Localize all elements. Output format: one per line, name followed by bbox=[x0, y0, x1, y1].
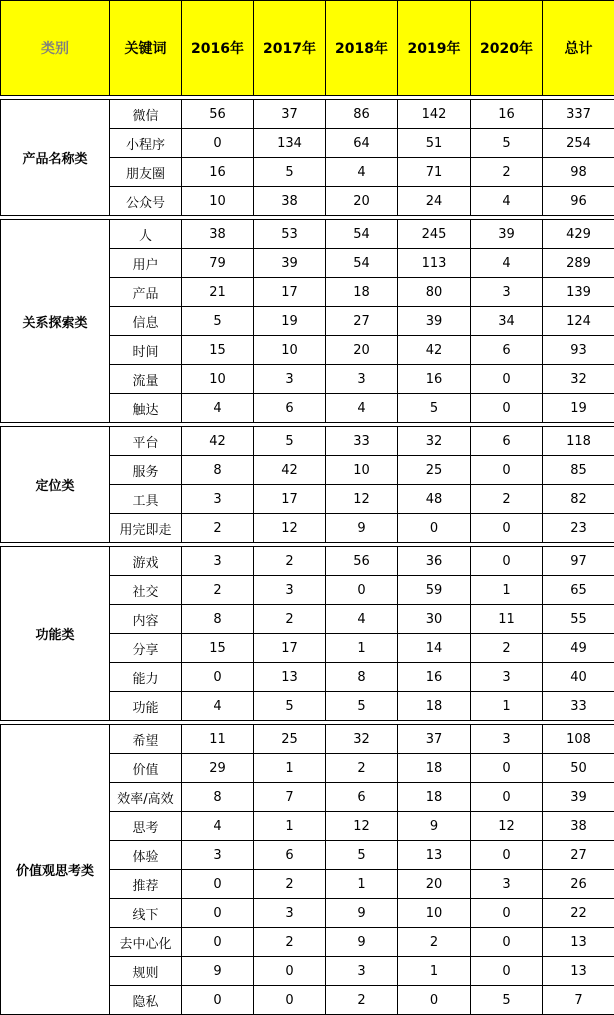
total-cell: 118 bbox=[543, 427, 614, 456]
keyword-cell: 游戏 bbox=[110, 547, 182, 576]
value-cell: 25 bbox=[398, 456, 471, 485]
value-cell: 1 bbox=[254, 754, 326, 783]
total-cell: 97 bbox=[543, 547, 614, 576]
keyword-cell: 效率/高效 bbox=[110, 783, 182, 812]
total-cell: 337 bbox=[543, 100, 614, 129]
value-cell: 0 bbox=[471, 547, 543, 576]
header-row bbox=[1, 1, 614, 96]
value-cell: 3 bbox=[471, 278, 543, 307]
value-cell: 0 bbox=[471, 514, 543, 543]
table-row bbox=[1, 547, 614, 576]
value-cell: 6 bbox=[471, 336, 543, 365]
total-cell: 85 bbox=[543, 456, 614, 485]
table-row bbox=[1, 220, 614, 249]
value-cell: 2 bbox=[182, 576, 254, 605]
value-cell: 5 bbox=[471, 129, 543, 158]
value-cell: 5 bbox=[254, 427, 326, 456]
keyword-cell: 产品 bbox=[110, 278, 182, 307]
value-cell: 9 bbox=[398, 812, 471, 841]
value-cell: 2 bbox=[326, 986, 398, 1015]
value-cell: 19 bbox=[254, 307, 326, 336]
value-cell: 1 bbox=[471, 576, 543, 605]
keyword-cell: 体验 bbox=[110, 841, 182, 870]
value-cell: 9 bbox=[326, 514, 398, 543]
total-cell: 7 bbox=[543, 986, 614, 1015]
keyword-cell: 去中心化 bbox=[110, 928, 182, 957]
value-cell: 0 bbox=[471, 957, 543, 986]
keyword-cell: 工具 bbox=[110, 485, 182, 514]
value-cell: 2 bbox=[471, 485, 543, 514]
value-cell: 56 bbox=[182, 100, 254, 129]
value-cell: 4 bbox=[182, 812, 254, 841]
value-cell: 0 bbox=[398, 514, 471, 543]
value-cell: 4 bbox=[326, 158, 398, 187]
total-cell: 13 bbox=[543, 928, 614, 957]
keyword-cell: 时间 bbox=[110, 336, 182, 365]
value-cell: 10 bbox=[398, 899, 471, 928]
value-cell: 11 bbox=[182, 725, 254, 754]
value-cell: 79 bbox=[182, 249, 254, 278]
value-cell: 0 bbox=[471, 841, 543, 870]
table-body bbox=[1, 1, 614, 1015]
value-cell: 71 bbox=[398, 158, 471, 187]
value-cell: 5 bbox=[326, 692, 398, 721]
category-cell: 功能类 bbox=[1, 547, 110, 721]
value-cell: 5 bbox=[398, 394, 471, 423]
value-cell: 9 bbox=[326, 928, 398, 957]
value-cell: 3 bbox=[182, 547, 254, 576]
value-cell: 2 bbox=[254, 870, 326, 899]
value-cell: 13 bbox=[398, 841, 471, 870]
value-cell: 4 bbox=[471, 249, 543, 278]
value-cell: 12 bbox=[471, 812, 543, 841]
value-cell: 2 bbox=[471, 634, 543, 663]
header-year-2016: 2016年 bbox=[182, 1, 254, 96]
value-cell: 5 bbox=[254, 692, 326, 721]
value-cell: 8 bbox=[182, 783, 254, 812]
value-cell: 1 bbox=[254, 812, 326, 841]
table-row bbox=[1, 725, 614, 754]
value-cell: 12 bbox=[326, 485, 398, 514]
value-cell: 12 bbox=[326, 812, 398, 841]
value-cell: 0 bbox=[471, 456, 543, 485]
value-cell: 7 bbox=[254, 783, 326, 812]
header-year-2019: 2019年 bbox=[398, 1, 471, 96]
total-cell: 33 bbox=[543, 692, 614, 721]
value-cell: 53 bbox=[254, 220, 326, 249]
keyword-cell: 朋友圈 bbox=[110, 158, 182, 187]
value-cell: 0 bbox=[182, 870, 254, 899]
value-cell: 10 bbox=[182, 365, 254, 394]
total-cell: 40 bbox=[543, 663, 614, 692]
header-year-2018: 2018年 bbox=[326, 1, 398, 96]
keyword-cell: 功能 bbox=[110, 692, 182, 721]
value-cell: 5 bbox=[326, 841, 398, 870]
keyword-cell: 公众号 bbox=[110, 187, 182, 216]
value-cell: 4 bbox=[182, 394, 254, 423]
value-cell: 10 bbox=[326, 456, 398, 485]
value-cell: 20 bbox=[326, 336, 398, 365]
keyword-cell: 触达 bbox=[110, 394, 182, 423]
keyword-cell: 流量 bbox=[110, 365, 182, 394]
value-cell: 16 bbox=[398, 365, 471, 394]
value-cell: 3 bbox=[471, 725, 543, 754]
keyword-cell: 规则 bbox=[110, 957, 182, 986]
total-cell: 50 bbox=[543, 754, 614, 783]
value-cell: 54 bbox=[326, 220, 398, 249]
value-cell: 39 bbox=[254, 249, 326, 278]
value-cell: 29 bbox=[182, 754, 254, 783]
value-cell: 3 bbox=[254, 899, 326, 928]
value-cell: 64 bbox=[326, 129, 398, 158]
value-cell: 0 bbox=[471, 394, 543, 423]
header-total: 总计 bbox=[543, 1, 614, 96]
value-cell: 5 bbox=[471, 986, 543, 1015]
value-cell: 27 bbox=[326, 307, 398, 336]
value-cell: 10 bbox=[254, 336, 326, 365]
value-cell: 42 bbox=[182, 427, 254, 456]
header-category: 类别 bbox=[1, 1, 110, 96]
value-cell: 16 bbox=[182, 158, 254, 187]
value-cell: 2 bbox=[326, 754, 398, 783]
total-cell: 98 bbox=[543, 158, 614, 187]
keyword-cell: 价值 bbox=[110, 754, 182, 783]
keyword-cell: 思考 bbox=[110, 812, 182, 841]
value-cell: 16 bbox=[398, 663, 471, 692]
keyword-cell: 推荐 bbox=[110, 870, 182, 899]
value-cell: 0 bbox=[398, 986, 471, 1015]
total-cell: 38 bbox=[543, 812, 614, 841]
total-cell: 39 bbox=[543, 783, 614, 812]
keyword-cell: 人 bbox=[110, 220, 182, 249]
keyword-cell: 分享 bbox=[110, 634, 182, 663]
value-cell: 0 bbox=[182, 928, 254, 957]
value-cell: 37 bbox=[254, 100, 326, 129]
value-cell: 0 bbox=[326, 576, 398, 605]
value-cell: 25 bbox=[254, 725, 326, 754]
value-cell: 0 bbox=[182, 663, 254, 692]
value-cell: 6 bbox=[326, 783, 398, 812]
category-cell: 产品名称类 bbox=[1, 100, 110, 216]
value-cell: 14 bbox=[398, 634, 471, 663]
value-cell: 24 bbox=[398, 187, 471, 216]
keyword-cell: 服务 bbox=[110, 456, 182, 485]
total-cell: 124 bbox=[543, 307, 614, 336]
value-cell: 1 bbox=[326, 634, 398, 663]
value-cell: 134 bbox=[254, 129, 326, 158]
keyword-cell: 微信 bbox=[110, 100, 182, 129]
value-cell: 32 bbox=[326, 725, 398, 754]
value-cell: 30 bbox=[398, 605, 471, 634]
value-cell: 34 bbox=[471, 307, 543, 336]
value-cell: 59 bbox=[398, 576, 471, 605]
value-cell: 0 bbox=[471, 754, 543, 783]
total-cell: 96 bbox=[543, 187, 614, 216]
value-cell: 2 bbox=[398, 928, 471, 957]
value-cell: 8 bbox=[326, 663, 398, 692]
value-cell: 9 bbox=[326, 899, 398, 928]
category-cell: 关系探索类 bbox=[1, 220, 110, 423]
value-cell: 8 bbox=[182, 456, 254, 485]
value-cell: 51 bbox=[398, 129, 471, 158]
total-cell: 254 bbox=[543, 129, 614, 158]
value-cell: 4 bbox=[326, 605, 398, 634]
value-cell: 86 bbox=[326, 100, 398, 129]
keyword-cell: 内容 bbox=[110, 605, 182, 634]
value-cell: 2 bbox=[182, 514, 254, 543]
total-cell: 49 bbox=[543, 634, 614, 663]
value-cell: 18 bbox=[398, 783, 471, 812]
value-cell: 10 bbox=[182, 187, 254, 216]
value-cell: 6 bbox=[254, 394, 326, 423]
value-cell: 18 bbox=[398, 692, 471, 721]
value-cell: 15 bbox=[182, 634, 254, 663]
total-cell: 27 bbox=[543, 841, 614, 870]
keyword-cell: 小程序 bbox=[110, 129, 182, 158]
value-cell: 5 bbox=[182, 307, 254, 336]
value-cell: 42 bbox=[398, 336, 471, 365]
total-cell: 108 bbox=[543, 725, 614, 754]
value-cell: 2 bbox=[254, 928, 326, 957]
value-cell: 3 bbox=[326, 957, 398, 986]
value-cell: 2 bbox=[254, 605, 326, 634]
value-cell: 16 bbox=[471, 100, 543, 129]
total-cell: 26 bbox=[543, 870, 614, 899]
value-cell: 0 bbox=[471, 783, 543, 812]
total-cell: 289 bbox=[543, 249, 614, 278]
value-cell: 0 bbox=[182, 899, 254, 928]
table-row bbox=[1, 100, 614, 129]
value-cell: 36 bbox=[398, 547, 471, 576]
value-cell: 3 bbox=[471, 663, 543, 692]
value-cell: 39 bbox=[471, 220, 543, 249]
value-cell: 0 bbox=[471, 899, 543, 928]
value-cell: 8 bbox=[182, 605, 254, 634]
total-cell: 13 bbox=[543, 957, 614, 986]
category-cell: 价值观思考类 bbox=[1, 725, 110, 1015]
total-cell: 19 bbox=[543, 394, 614, 423]
value-cell: 38 bbox=[254, 187, 326, 216]
value-cell: 3 bbox=[182, 841, 254, 870]
value-cell: 3 bbox=[254, 365, 326, 394]
value-cell: 17 bbox=[254, 634, 326, 663]
value-cell: 0 bbox=[254, 986, 326, 1015]
value-cell: 3 bbox=[254, 576, 326, 605]
value-cell: 9 bbox=[182, 957, 254, 986]
total-cell: 32 bbox=[543, 365, 614, 394]
value-cell: 38 bbox=[182, 220, 254, 249]
value-cell: 3 bbox=[326, 365, 398, 394]
total-cell: 55 bbox=[543, 605, 614, 634]
value-cell: 15 bbox=[182, 336, 254, 365]
value-cell: 3 bbox=[471, 870, 543, 899]
total-cell: 429 bbox=[543, 220, 614, 249]
value-cell: 20 bbox=[326, 187, 398, 216]
value-cell: 17 bbox=[254, 278, 326, 307]
value-cell: 1 bbox=[326, 870, 398, 899]
keyword-cell: 线下 bbox=[110, 899, 182, 928]
total-cell: 93 bbox=[543, 336, 614, 365]
header-year-2017: 2017年 bbox=[254, 1, 326, 96]
value-cell: 5 bbox=[254, 158, 326, 187]
value-cell: 20 bbox=[398, 870, 471, 899]
category-cell: 定位类 bbox=[1, 427, 110, 543]
value-cell: 18 bbox=[398, 754, 471, 783]
total-cell: 23 bbox=[543, 514, 614, 543]
value-cell: 1 bbox=[398, 957, 471, 986]
value-cell: 54 bbox=[326, 249, 398, 278]
value-cell: 56 bbox=[326, 547, 398, 576]
value-cell: 11 bbox=[471, 605, 543, 634]
value-cell: 48 bbox=[398, 485, 471, 514]
value-cell: 33 bbox=[326, 427, 398, 456]
value-cell: 17 bbox=[254, 485, 326, 514]
total-cell: 65 bbox=[543, 576, 614, 605]
value-cell: 113 bbox=[398, 249, 471, 278]
value-cell: 2 bbox=[471, 158, 543, 187]
keyword-cell: 希望 bbox=[110, 725, 182, 754]
value-cell: 21 bbox=[182, 278, 254, 307]
keyword-cell: 用户 bbox=[110, 249, 182, 278]
value-cell: 4 bbox=[471, 187, 543, 216]
keyword-cell: 隐私 bbox=[110, 986, 182, 1015]
keyword-cell: 用完即走 bbox=[110, 514, 182, 543]
value-cell: 2 bbox=[254, 547, 326, 576]
value-cell: 4 bbox=[326, 394, 398, 423]
header-year-2020: 2020年 bbox=[471, 1, 543, 96]
value-cell: 1 bbox=[471, 692, 543, 721]
total-cell: 82 bbox=[543, 485, 614, 514]
value-cell: 32 bbox=[398, 427, 471, 456]
value-cell: 39 bbox=[398, 307, 471, 336]
value-cell: 37 bbox=[398, 725, 471, 754]
value-cell: 18 bbox=[326, 278, 398, 307]
value-cell: 4 bbox=[182, 692, 254, 721]
value-cell: 12 bbox=[254, 514, 326, 543]
keyword-cell: 社交 bbox=[110, 576, 182, 605]
table-row bbox=[1, 427, 614, 456]
header-keyword: 关键词 bbox=[110, 1, 182, 96]
total-cell: 139 bbox=[543, 278, 614, 307]
value-cell: 6 bbox=[471, 427, 543, 456]
value-cell: 245 bbox=[398, 220, 471, 249]
value-cell: 0 bbox=[254, 957, 326, 986]
value-cell: 13 bbox=[254, 663, 326, 692]
value-cell: 0 bbox=[471, 365, 543, 394]
value-cell: 142 bbox=[398, 100, 471, 129]
value-cell: 0 bbox=[182, 129, 254, 158]
value-cell: 0 bbox=[182, 986, 254, 1015]
value-cell: 0 bbox=[471, 928, 543, 957]
value-cell: 6 bbox=[254, 841, 326, 870]
keyword-cell: 能力 bbox=[110, 663, 182, 692]
keyword-cell: 平台 bbox=[110, 427, 182, 456]
keyword-cell: 信息 bbox=[110, 307, 182, 336]
total-cell: 22 bbox=[543, 899, 614, 928]
value-cell: 42 bbox=[254, 456, 326, 485]
value-cell: 80 bbox=[398, 278, 471, 307]
value-cell: 3 bbox=[182, 485, 254, 514]
